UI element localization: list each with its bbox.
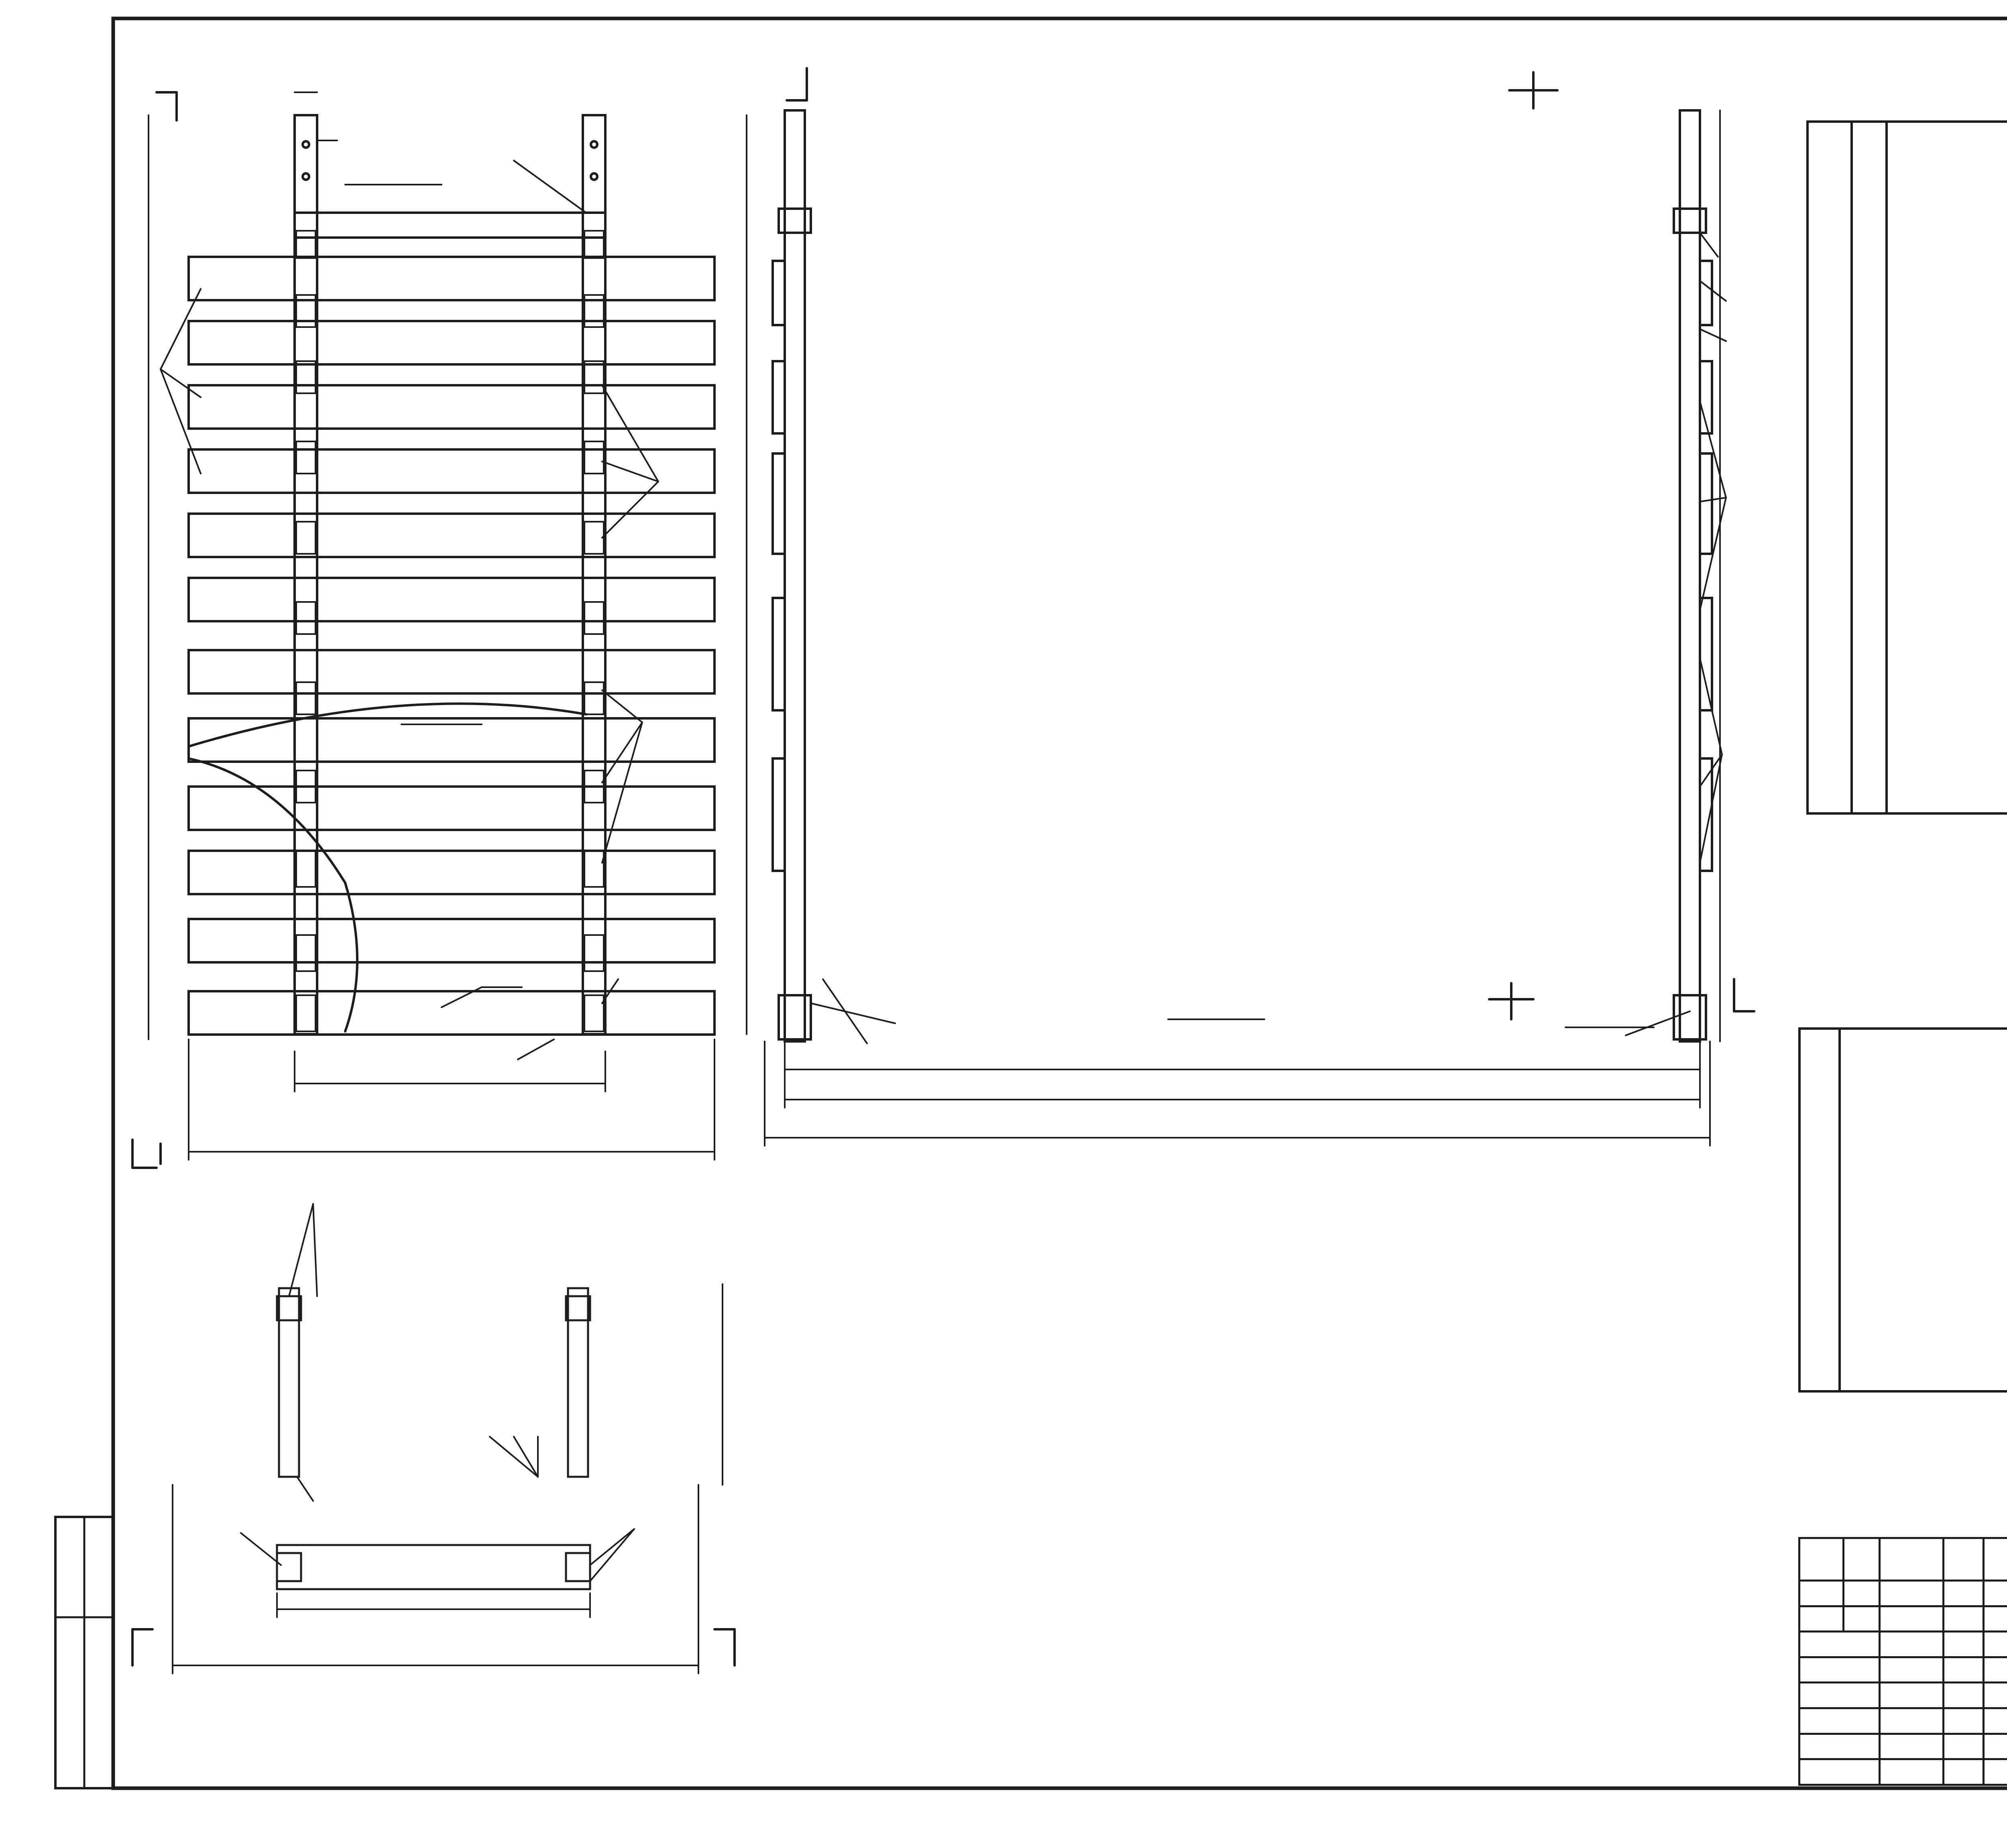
- person-name-0: [1879, 1632, 1944, 1657]
- col-head-list: [1843, 1606, 1879, 1632]
- person-role-1: [1799, 1657, 1880, 1683]
- person-role-0: [1799, 1632, 1880, 1657]
- col-head-izm: [1799, 1606, 1844, 1632]
- col-head-doc: [1879, 1606, 1944, 1632]
- person-role-5: [1799, 1759, 1880, 1785]
- hdr-mark: [1808, 122, 1852, 813]
- person-name-5: [1879, 1759, 1944, 1785]
- spec-fix-table: [1798, 1027, 2007, 1393]
- view-3-3-drawing: [132, 1140, 735, 1673]
- hdr-pos: [1852, 122, 1887, 813]
- person-role-4: [1799, 1734, 1880, 1759]
- person-role-3: [1799, 1708, 1880, 1734]
- person-name-2: [1879, 1683, 1944, 1708]
- view-2-2-drawing: [765, 68, 1754, 1146]
- person-role-2: [1799, 1683, 1880, 1708]
- col-head-sign: [1944, 1606, 1984, 1632]
- fix-hdr-name: [1840, 1029, 2007, 1391]
- col-head-date: [1983, 1606, 2007, 1632]
- view-1-1-drawing: [149, 92, 747, 1164]
- person-name-1: [1879, 1657, 1944, 1683]
- person-name-4: [1879, 1734, 1944, 1759]
- hdr-name: [1887, 122, 2007, 813]
- person-name-3: [1879, 1708, 1944, 1734]
- title-block: [1798, 1537, 2007, 1786]
- fix-hdr-num: [1799, 1029, 1840, 1391]
- sheet-frame: [113, 18, 2007, 1788]
- spec-wood-table: [1806, 120, 2007, 815]
